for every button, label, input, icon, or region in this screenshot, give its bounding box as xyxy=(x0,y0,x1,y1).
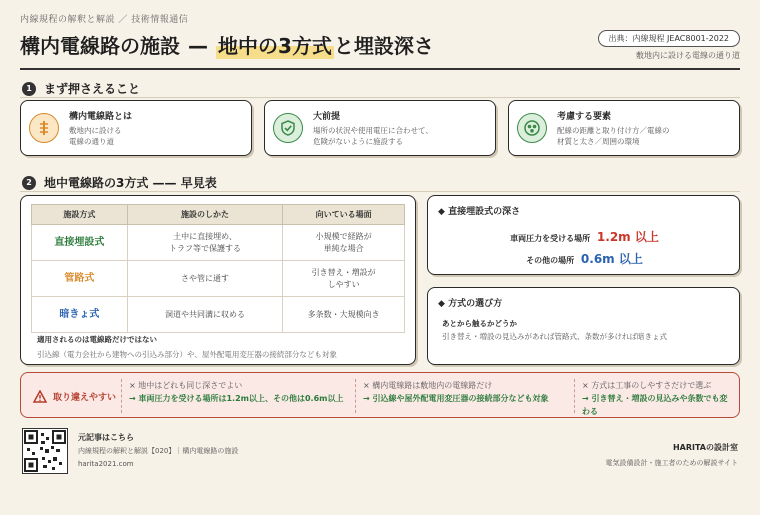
section-1-title: まず押さえること xyxy=(44,82,141,96)
card-title: 構内電線路とは xyxy=(69,112,133,122)
depth-value: 1.2m 以上 xyxy=(596,230,659,244)
misconception-label xyxy=(33,390,116,403)
header-divider xyxy=(20,68,740,70)
choice-subtitle: あとから触るかどうか xyxy=(442,319,517,328)
card-body-line-1: 場所の状況や使用電圧に合わせて、 xyxy=(313,126,433,135)
cable-icon xyxy=(29,113,59,143)
correct-statement: → 車両圧力を受ける場所は1.2m以上、その他は0.6m以上 xyxy=(129,393,344,403)
card-body-line-2: 危険がないように施設する xyxy=(313,137,403,147)
choice-title-text: 方式の選び方 xyxy=(448,299,503,309)
warning-icon xyxy=(33,390,47,403)
choice-panel xyxy=(427,287,740,365)
card-title: 考慮する要素 xyxy=(557,112,612,122)
method-cell: 管路式 xyxy=(32,261,128,297)
source-subtitle: 敷地内に設ける電線の通り道 xyxy=(636,51,740,60)
methods-table xyxy=(31,204,405,333)
series-label: 内線規程の解釈と解説 ／ 技術情報通信 xyxy=(20,15,189,25)
use-cell xyxy=(283,261,405,297)
footer-site-tagline: 電気設備設計・施工者のための解説サイト xyxy=(605,459,738,467)
title-main: 構内電線路の施設 xyxy=(20,34,180,58)
section-2-heading xyxy=(22,174,217,191)
section-2-number: 2 xyxy=(22,176,36,190)
use-line: しやすい xyxy=(327,279,360,289)
use-line: 引き替え・増設が xyxy=(311,267,376,277)
correct-statement: → 引き替え・増設の見込みや条数でも変わる xyxy=(582,393,728,416)
method-cell: 直接埋設式 xyxy=(32,225,128,261)
use-cell xyxy=(283,297,405,333)
footer-site-name: HARITAの設計室 xyxy=(672,443,738,452)
card-body-line-2: 材質と太さ／周囲の環境 xyxy=(557,137,640,147)
section-1-divider xyxy=(20,97,740,98)
note-title: 適用されるのは電線路だけではない xyxy=(37,335,157,344)
use-line: 単純な場合 xyxy=(323,243,364,253)
card-factors xyxy=(508,100,740,156)
depth-row-vehicle xyxy=(428,228,741,245)
depth-panel xyxy=(427,195,740,275)
methods-table-panel xyxy=(20,195,416,365)
misconception-item xyxy=(129,380,349,406)
card-body-line-1: 敷地内に設ける xyxy=(69,126,122,135)
table-note xyxy=(37,334,337,360)
choice-title: ◆ 方式の選び方 xyxy=(438,299,503,309)
table-header-row xyxy=(32,205,405,225)
how-line: 土中に直接埋め、 xyxy=(173,231,237,241)
depth-value: 0.6m 以上 xyxy=(580,252,643,266)
title-highlight: 地中の3方式 xyxy=(216,30,334,59)
method-cell: 暗きょ式 xyxy=(32,297,128,333)
depth-label: 車両圧力を受ける場所 xyxy=(510,234,591,243)
how-line: さや管に通す xyxy=(181,273,230,283)
misconception-item xyxy=(363,380,568,406)
page-title xyxy=(20,30,434,59)
card-body-line-1: 配線の距離と取り付け方／電線の xyxy=(557,126,670,135)
table-header-cell: 向いている場面 xyxy=(283,205,405,225)
card-title: 大前提 xyxy=(313,112,341,122)
card-body-line-2: 電線の通り道 xyxy=(69,137,114,147)
depth-title: ◆ 直接埋設式の深さ xyxy=(438,207,521,217)
shield-check-icon xyxy=(273,113,303,143)
how-cell xyxy=(127,297,283,333)
use-cell xyxy=(283,225,405,261)
table-row xyxy=(32,225,405,261)
misconception-item xyxy=(582,380,734,418)
divider xyxy=(355,379,356,413)
use-line: 小規模で経路が xyxy=(315,231,372,241)
title-dash: — xyxy=(188,34,208,58)
section-1-heading xyxy=(22,80,140,97)
wrong-statement: × 構内電線路は敷地内の電線路だけ xyxy=(363,381,493,390)
cable-section-icon xyxy=(517,113,547,143)
table-header-cell: 施設方式 xyxy=(32,205,128,225)
note-body: 引込線（電力会社から建物への引込み部分）や、屋外配電用変圧器の接続部分なども対象 xyxy=(37,350,337,359)
misconception-label-text: 取り違えやすい xyxy=(53,393,117,403)
depth-label: その他の場所 xyxy=(526,256,575,265)
title-tail: と埋設深さ xyxy=(333,34,434,58)
table-row xyxy=(32,297,405,333)
section-1-number: 1 xyxy=(22,82,36,96)
card-definition xyxy=(20,100,252,156)
footer-article-subtitle: 内線規程の解釈と解説【020】｜構内電線路の施設 xyxy=(78,447,239,455)
how-cell xyxy=(127,225,283,261)
table-row xyxy=(32,261,405,297)
use-line: 多条数・大規模向き xyxy=(307,309,380,319)
qr-code-icon xyxy=(23,429,67,473)
wrong-statement: × 地中はどれも同じ深さでよい xyxy=(129,381,243,390)
how-cell xyxy=(127,261,283,297)
divider xyxy=(121,379,122,413)
source-badge: 出典：内線規程 JEAC8001-2022 xyxy=(598,30,740,47)
footer-article-title: 元記事はこちら xyxy=(78,433,134,442)
how-line: トラフ等で保護する xyxy=(169,243,242,253)
qr-code[interactable] xyxy=(22,428,68,474)
how-line: 洞道や共同溝に収める xyxy=(165,309,246,319)
table-header-cell: 施設のしかた xyxy=(127,205,283,225)
section-2-divider xyxy=(20,191,740,192)
divider xyxy=(574,379,575,413)
depth-row-other xyxy=(428,250,741,267)
wrong-statement: × 方式は工事のしやすさだけで選ぶ xyxy=(582,381,712,390)
misconception-panel xyxy=(20,372,740,418)
correct-statement: → 引込線や屋外配電用変圧器の接続部分なども対象 xyxy=(363,393,549,403)
card-premise xyxy=(264,100,496,156)
section-2-title: 地中電線路の3方式 —— 早見表 xyxy=(44,176,217,190)
footer-url-link[interactable]: harita2021.com xyxy=(78,460,134,468)
depth-title-text: 直接埋設式の深さ xyxy=(448,207,521,217)
choice-body: 引き替え・増設の見込みがあれば管路式、条数が多ければ暗きょ式 xyxy=(442,332,667,341)
